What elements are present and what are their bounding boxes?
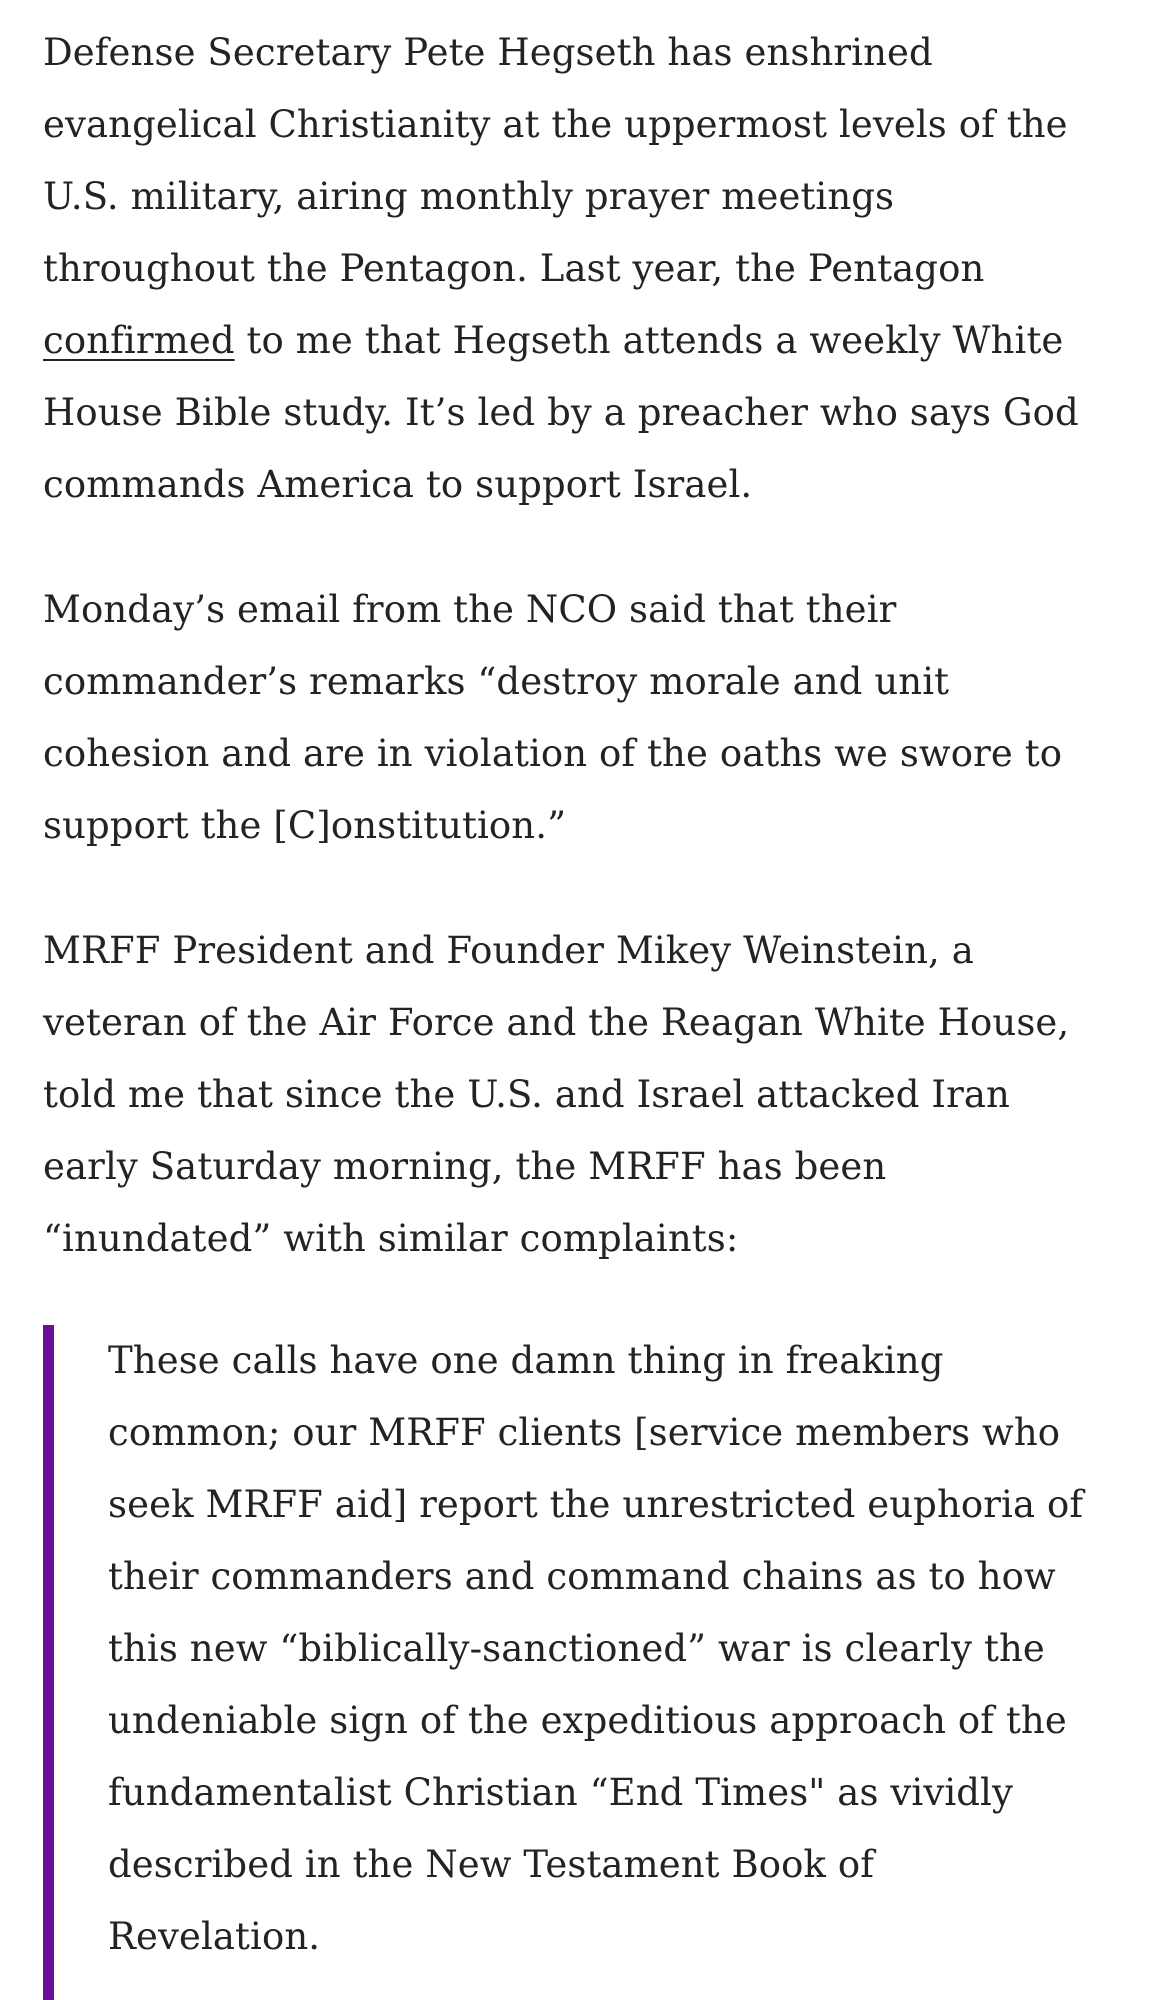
text-line: Revelation. — [108, 1915, 321, 1958]
text-line: Defense Secretary Pete Hegseth has enshrined — [43, 31, 933, 74]
text-fragment: to me that Hegseth attends a weekly White — [234, 319, 1064, 362]
text-line: House Bible study. It’s led by a preacher who says God — [43, 391, 1079, 434]
text-line: These calls have one damn thing in freaking — [108, 1339, 944, 1382]
text-line: described in the New Testament Book of — [108, 1843, 875, 1886]
text-line: veteran of the Air Force and the Reagan White House, — [43, 1001, 1070, 1044]
paragraph-nco-email — [43, 574, 1143, 862]
text-line: U.S. military, airing monthly prayer meetings — [43, 175, 895, 218]
paragraph-mrff-president — [43, 915, 1143, 1275]
blockquote-text — [108, 1325, 1148, 1973]
paragraph-hegseth — [43, 17, 1143, 521]
text-line: evangelical Christianity at the uppermost levels of the — [43, 103, 1068, 146]
text-line-with-link — [43, 305, 1143, 377]
text-line: cohesion and are in violation of the oaths we swore to — [43, 732, 1063, 775]
text-line: seek MRFF aid] report the unrestricted euphoria of — [108, 1483, 1084, 1526]
confirmed-link[interactable]: confirmed — [43, 319, 235, 362]
text-line: commands America to support Israel. — [43, 463, 753, 506]
text-line: Monday’s email from the NCO said that their — [43, 588, 897, 631]
text-line: throughout the Pentagon. Last year, the Pentagon — [43, 247, 985, 290]
text-line: told me that since the U.S. and Israel attacked Iran — [43, 1073, 1010, 1116]
text-line: undeniable sign of the expeditious approach of the — [108, 1699, 1067, 1742]
text-line: this new “biblically-sanctioned” war is clearly the — [108, 1627, 1045, 1670]
blockquote-accent-bar — [43, 1325, 54, 2000]
text-line: MRFF President and Founder Mikey Weinstein, a — [43, 929, 974, 972]
text-line: “inundated” with similar complaints: — [43, 1217, 739, 1260]
text-line: support the [C]onstitution.” — [43, 804, 567, 847]
text-line: their commanders and command chains as to how — [108, 1555, 1056, 1598]
text-line: early Saturday morning, the MRFF has been — [43, 1145, 887, 1188]
text-line: fundamentalist Christian “End Times" as vividly — [108, 1771, 1013, 1814]
text-line: common; our MRFF clients [service members who — [108, 1411, 1061, 1454]
text-line: commander’s remarks “destroy morale and unit — [43, 660, 950, 703]
blockquote — [43, 1325, 1143, 2000]
